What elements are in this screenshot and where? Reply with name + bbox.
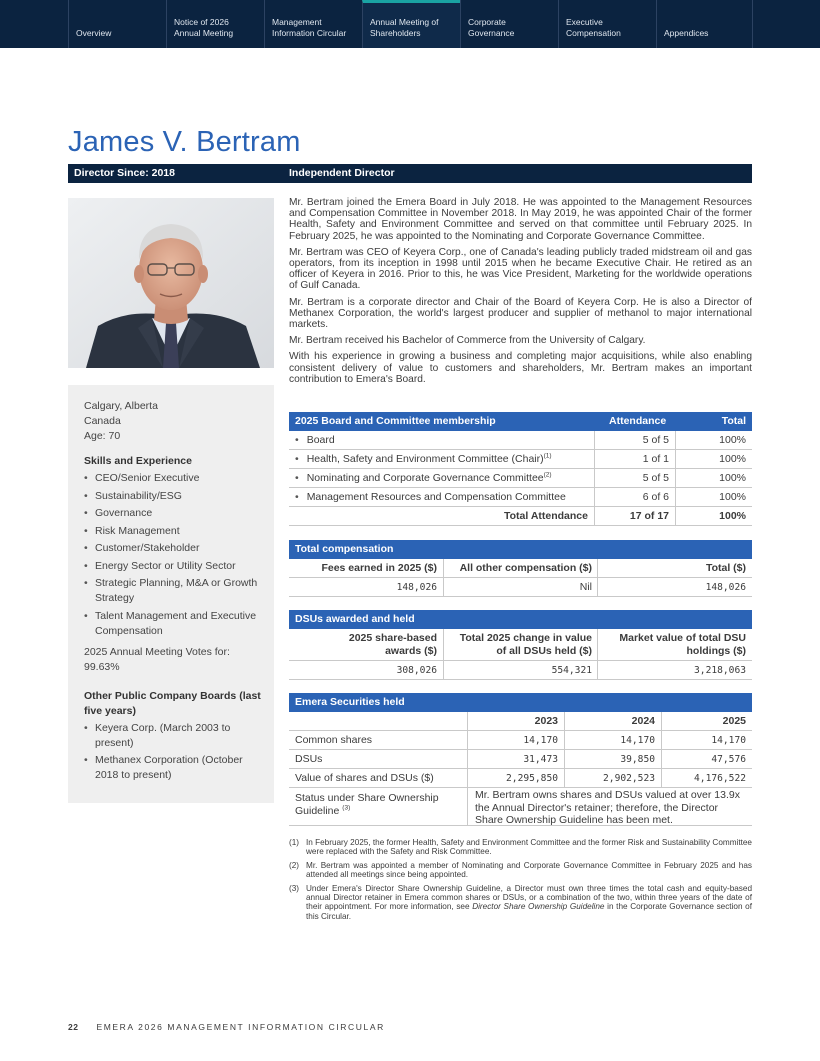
director-biography xyxy=(289,197,752,390)
status-label xyxy=(295,792,463,829)
bio-paragraph: With his experience in growing a business and completing major acquisitions, while also enabling consistent delivery of value to customers and shareholders, Mr. Bertram makes an important contribution to Emera's Board. xyxy=(289,351,752,385)
table-row xyxy=(289,731,752,750)
row-label: Common shares xyxy=(295,734,373,746)
column-header-line: awards ($) xyxy=(385,645,437,657)
votes-label: 2025 Annual Meeting Votes for: xyxy=(84,645,230,658)
attendance-value: 5 of 5 xyxy=(642,472,669,484)
footnote-text-tail: in the Corporate Governance section of this Circular. xyxy=(306,902,753,921)
column-header-line: Total 2025 change in value xyxy=(459,632,592,644)
status-text: Mr. Bertram owns shares and DSUs valued at over 13.9x the Annual Director's retainer; therefore, the Director Share Ownership Guideline has been met. xyxy=(475,789,740,826)
year-header: 2025 xyxy=(722,715,746,727)
footnote xyxy=(289,838,752,857)
tab-label-line1: Executive xyxy=(566,17,603,27)
footnote-text: Under Emera's Director Share Ownership Guideline, a Director must own three times the total cash and equity-based annual Director retainer in Emera common shares or DSUs, or a combination of the two, within three years of the date of their appointment. For more information, see xyxy=(306,883,752,912)
column-header: Fees earned in 2025 ($) xyxy=(321,562,437,574)
director-since: Director Since: 2018 xyxy=(74,167,175,179)
total-compensation-value: 148,026 xyxy=(705,582,746,593)
footnote-text: In February 2025, the former Health, Safety and Environment Committee and the former Risk and Sustainability Committee were replaced with the Safety and Risk Committee. xyxy=(306,838,752,857)
total-value: 100% xyxy=(719,434,746,446)
tab-label: Shareholders xyxy=(370,28,421,38)
tab-annual-meeting-of-shareholders[interactable] xyxy=(362,0,460,48)
table-header-row xyxy=(289,712,752,731)
tab-corporate-governance[interactable] xyxy=(460,0,558,48)
total-header: Total xyxy=(721,415,746,427)
row-label: Value of shares and DSUs ($) xyxy=(295,772,434,784)
tab-label-line1: Corporate xyxy=(468,17,506,27)
table-row xyxy=(289,431,752,450)
list-item: • Risk Management xyxy=(84,524,264,539)
director-status: Independent Director xyxy=(289,167,395,179)
list-item: • Talent Management and Executive Compensation xyxy=(84,609,264,639)
footnote-ref: (2) xyxy=(543,471,552,479)
committee-name-text: Nominating and Corporate Governance Committee xyxy=(306,472,544,484)
annual-meeting-votes xyxy=(84,645,264,675)
table-row xyxy=(289,488,752,507)
age: Age: 70 xyxy=(84,430,121,442)
total-attendance-pct: 100% xyxy=(719,510,746,522)
total-attendance-value: 17 of 17 xyxy=(629,510,669,522)
table-row xyxy=(289,578,752,597)
tab-overview[interactable] xyxy=(68,0,166,48)
director-profile-sidebar xyxy=(68,385,274,803)
table-row xyxy=(289,661,752,680)
table-header-row xyxy=(289,629,752,661)
bio-paragraph: Mr. Bertram was CEO of Keyera Corp., one of Canada's leading publicly traded midstream oil and gas operators, from its inception in 1998 until 2015 when he became Executive Chair. He retired as an officer of Keyera in 2016. Prior to this, he was Vice President, Marketing for the worldwide operations of Gulf Canada. xyxy=(289,246,752,292)
column-header xyxy=(619,629,746,660)
city: Calgary, Alberta xyxy=(84,400,158,412)
membership-heading: 2025 Board and Committee membership xyxy=(295,415,496,427)
other-compensation-value: Nil xyxy=(579,581,592,593)
cell-value: 2,295,850 xyxy=(506,773,558,784)
cell-value: 14,170 xyxy=(711,735,746,746)
fees-earned-value: 148,026 xyxy=(396,582,437,593)
compensation-heading: Total compensation xyxy=(289,540,752,559)
change-in-value: 554,321 xyxy=(551,665,592,676)
footnote-italic-ref: Director Share Ownership Guideline xyxy=(472,902,605,912)
attendance-header: Attendance xyxy=(609,415,667,427)
market-value: 3,218,063 xyxy=(694,665,746,676)
column-header-line: 2025 share-based xyxy=(348,632,437,644)
list-item: • Customer/Stakeholder xyxy=(84,541,264,556)
tab-label-line1: Annual Meeting of xyxy=(370,17,439,27)
total-value: 100% xyxy=(719,472,746,484)
tab-label-line1: Management xyxy=(272,17,322,27)
column-header-line: holdings ($) xyxy=(686,645,746,657)
other-boards-list xyxy=(84,721,264,784)
list-item: • Strategic Planning, M&A or Growth Strategy xyxy=(84,576,264,606)
tab-label: Annual Meeting xyxy=(174,28,234,38)
tab-executive-compensation[interactable] xyxy=(558,0,656,48)
committee-name xyxy=(295,469,552,487)
tab-label: Governance xyxy=(468,28,515,38)
bio-paragraph: Mr. Bertram joined the Emera Board in July 2018. He was appointed to the Management Resources and Compensation Committee in November 2018. In May 2019, he was appointed Chair of the former Health, Safety and Environment Committee and served on that committee until February 2025. In February 2025, he was appointed to the Nominating and Corporate Governance Committee. xyxy=(289,197,752,242)
list-item: • CEO/Senior Executive xyxy=(84,471,264,486)
tab-label: Appendices xyxy=(664,28,709,38)
skills-list xyxy=(84,471,264,639)
table-row xyxy=(289,769,752,788)
footnote-ref: (1) xyxy=(543,452,552,460)
table-header-row xyxy=(289,559,752,578)
footnote xyxy=(289,861,752,880)
column-header-line: Market value of total DSU xyxy=(619,632,746,644)
total-attendance-label: Total Attendance xyxy=(503,510,588,522)
director-name: James V. Bertram xyxy=(68,126,301,158)
committee-name-text: Health, Safety and Environment Committee (Chair) xyxy=(306,453,544,465)
membership-table xyxy=(289,412,752,526)
tab-label: Compensation xyxy=(566,28,621,38)
column-header xyxy=(289,629,437,660)
footnote-ref: (3) xyxy=(342,804,351,811)
director-portrait xyxy=(68,198,274,368)
table-header xyxy=(289,412,752,431)
year-header: 2024 xyxy=(631,715,655,727)
footnote xyxy=(289,884,752,922)
tab-label: Information Circular xyxy=(272,28,347,38)
footnote-number: (3) xyxy=(289,883,300,893)
list-item: • Methanex Corporation (October 2018 to present) xyxy=(84,753,264,783)
column-header: All other compensation ($) xyxy=(459,562,592,574)
cell-value: 31,473 xyxy=(523,754,558,765)
footnote-number: (1) xyxy=(289,838,300,847)
committee-name: • Management Resources and Compensation Committee xyxy=(295,488,566,506)
other-boards-heading: Other Public Company Boards (last five years) xyxy=(84,689,261,717)
table-row xyxy=(289,450,752,469)
status-label-line: Guideline xyxy=(295,804,340,817)
dsus-heading: DSUs awarded and held xyxy=(289,610,752,629)
committee-name xyxy=(295,450,552,468)
tab-management-information-circular[interactable] xyxy=(264,0,362,48)
list-item: • Keyera Corp. (March 2003 to present) xyxy=(84,721,264,751)
cell-value: 39,850 xyxy=(620,754,655,765)
column-header: Total ($) xyxy=(705,562,746,574)
year-header: 2023 xyxy=(534,715,558,727)
attendance-value: 1 of 1 xyxy=(642,453,669,465)
cell-value: 14,170 xyxy=(523,735,558,746)
status-label-line: Status under Share Ownership xyxy=(295,792,439,804)
list-item: • Governance xyxy=(84,506,264,521)
table-row xyxy=(289,750,752,769)
attendance-value: 5 of 5 xyxy=(642,434,669,446)
compensation-table xyxy=(289,540,752,597)
footnote-text: Mr. Bertram was appointed a member of Nominating and Corporate Governance Committee in February 2025 and has attended all meetings since being appointed. xyxy=(306,860,752,880)
footer-text: EMERA 2026 MANAGEMENT INFORMATION CIRCULAR xyxy=(96,1022,385,1032)
column-header-line: of all DSUs held ($) xyxy=(496,645,592,657)
tab-label-line1: Notice of 2026 xyxy=(174,17,229,27)
votes-value: 99.63% xyxy=(84,660,120,673)
country: Canada xyxy=(84,415,121,427)
table-row xyxy=(289,469,752,488)
page-number: 22 xyxy=(68,1022,79,1032)
row-label: DSUs xyxy=(295,753,323,765)
securities-table xyxy=(289,693,752,826)
portrait-image xyxy=(68,198,274,368)
cell-value: 2,902,523 xyxy=(603,773,655,784)
director-location xyxy=(84,399,264,444)
dsus-table xyxy=(289,610,752,680)
committee-name: • Board xyxy=(295,431,335,449)
total-value: 100% xyxy=(719,491,746,503)
cell-value: 14,170 xyxy=(620,735,655,746)
footnotes xyxy=(289,838,752,925)
top-navigation xyxy=(0,0,820,48)
list-item: • Sustainability/ESG xyxy=(84,489,264,504)
tab-appendices[interactable] xyxy=(656,0,753,48)
bio-paragraph: Mr. Bertram is a corporate director and Chair of the Board of Keyera Corp. He is also a Director of Methanex Corporation, the world's largest producer and supplier of methanol to major international markets. xyxy=(289,296,752,331)
page-footer xyxy=(68,1022,385,1032)
cell-value: 4,176,522 xyxy=(694,773,746,784)
skills-heading: Skills and Experience xyxy=(84,455,192,467)
director-header-bar xyxy=(68,164,752,183)
share-based-awards-value: 308,026 xyxy=(396,665,437,676)
cell-value: 47,576 xyxy=(711,754,746,765)
bio-paragraph: Mr. Bertram received his Bachelor of Commerce from the University of Calgary. xyxy=(289,335,646,347)
column-header xyxy=(443,629,592,660)
tab-label: Overview xyxy=(76,28,112,38)
attendance-value: 6 of 6 xyxy=(642,491,669,503)
securities-heading: Emera Securities held xyxy=(289,693,752,712)
ownership-status-row xyxy=(289,788,752,826)
footnote-number: (2) xyxy=(289,860,300,870)
list-item: • Energy Sector or Utility Sector xyxy=(84,559,264,574)
total-attendance-row xyxy=(289,507,752,526)
total-value: 100% xyxy=(719,453,746,465)
tab-notice-of-annual-meeting[interactable] xyxy=(166,0,264,48)
